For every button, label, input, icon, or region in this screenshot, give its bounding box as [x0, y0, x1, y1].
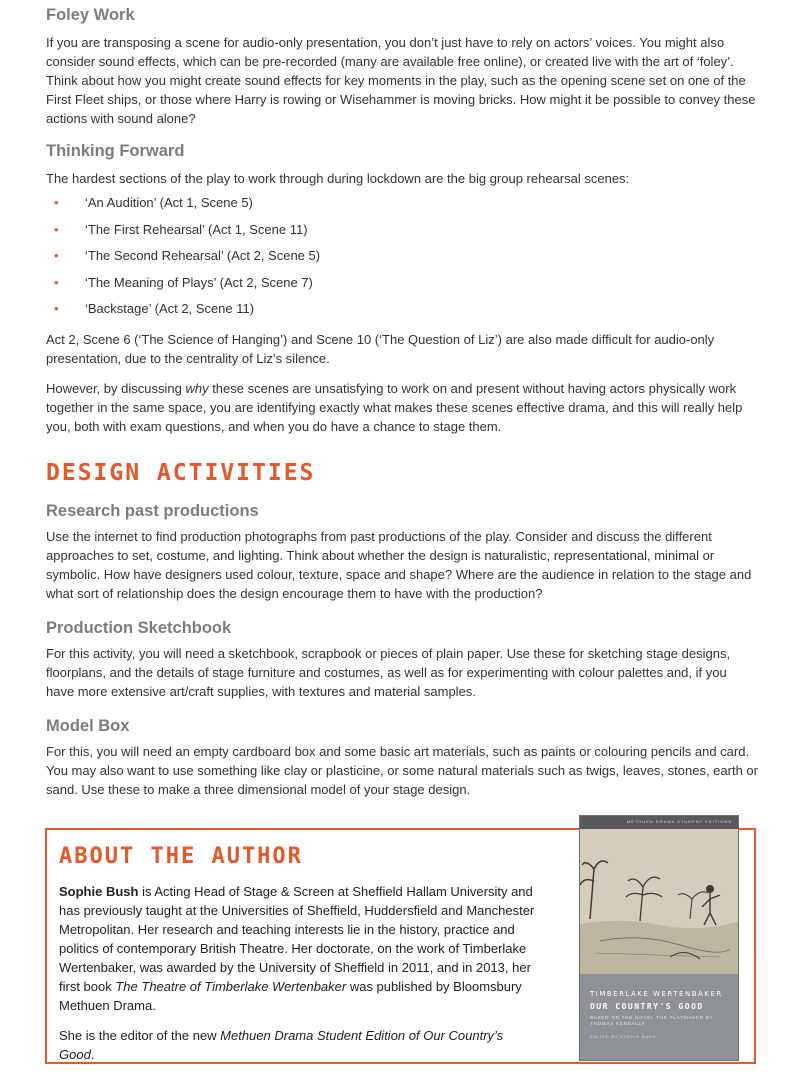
research-heading: Research past productions	[46, 502, 259, 520]
list-item: • ‘The First Rehearsal’ (Act 1, Scene 11)	[54, 220, 320, 247]
emphasis-why: why	[185, 381, 209, 396]
thinking-forward-para-2: However, by discussing why these scenes are unsatisfying to work on and present without having actors physically work together in the same space, you are identifying exactly what makes these scenes effective drama, and this will really help you, both with exam questions, and when you do have a chance to stage them.	[46, 381, 743, 434]
thinking-forward-intro: The hardest sections of the play to work through during lockdown are the big group rehearsal scenes:	[46, 171, 630, 186]
author-bio	[59, 882, 537, 1075]
book-cover-image	[579, 815, 739, 1061]
author-bio-paragraph: Sophie Bush is Acting Head of Stage & Screen at Sheffield Hallam University and has previously taught at the Universities of Sheffield, Huddersfield and Manchester Metropolitan. Her research and teaching interests lie in the history, practice and politics of contemporary British Theatre. Her doctorate, on the work of Timberlake Wertenbaker, was awarded by the University of Sheffield in 2011, and in 2013, her first book The Theatre of Timberlake Wertenbaker was published by Bloomsbury Methuen Drama.	[59, 884, 535, 1013]
sketch-illustration	[580, 829, 739, 974]
list-item: • ‘The Meaning of Plays’ (Act 2, Scene 7)	[54, 273, 320, 300]
author-name: Sophie Bush	[59, 884, 139, 899]
research-body: Use the internet to find production photographs from past productions of the play. Consider and discuss the different approaches to set, costume, and lighting. Think about whether the design is naturalistic, representational, minimal or symbolic. How have designers used colour, texture, space and shape? Where are the audience in relation to the stage and what sort of relationship does the design encourage them to have with the production?	[46, 529, 752, 601]
sketchbook-heading: Production Sketchbook	[46, 619, 232, 637]
cover-series-band	[580, 816, 738, 829]
list-item: • ‘Backstage’ (Act 2, Scene 11)	[54, 299, 320, 326]
foley-heading: Foley Work	[46, 6, 135, 24]
model-box-body: For this, you will need an empty cardboard box and some basic art materials, such as paints or colouring pencils and card. You may also want to use something like clay or plasticine, or some natural materials such as twigs, leaves, stones, earth or sand. Use these to make a three dimensional model of your stage design.	[46, 744, 758, 797]
cover-illustration	[580, 829, 738, 974]
book-title: The Theatre of Timberlake Wertenbaker	[115, 979, 347, 994]
cover-subtitle: BASED ON THE NOVEL THE PLAYMAKER BY THOMAS KENEALLY	[590, 1015, 714, 1026]
edition-title: Methuen Drama Student Edition of Our Country’s Good	[59, 1028, 504, 1062]
about-author-heading: ABOUT THE AUTHOR	[59, 844, 303, 869]
thinking-forward-heading: Thinking Forward	[46, 142, 185, 160]
model-box-heading: Model Box	[46, 717, 130, 735]
author-editor-paragraph: She is the editor of the new Methuen Drama Student Edition of Our Country’s Good.	[59, 1028, 504, 1062]
sketchbook-body: For this activity, you will need a sketchbook, scrapbook or pieces of plain paper. Use these for sketching stage designs, floorplans, and the details of stage furniture and costumes, as well as for experimenting with colour palettes and, if you have more extensive art/craft supplies, with textures and material samples.	[46, 646, 731, 699]
cover-title: OUR COUNTRY'S GOOD	[590, 1002, 704, 1011]
rehearsal-scene-list	[54, 193, 320, 326]
cover-editor: EDITED BY SOPHIE BUSH	[590, 1034, 657, 1039]
list-item: • ‘The Second Rehearsal’ (Act 2, Scene 5)	[54, 246, 320, 273]
thinking-forward-para-1: Act 2, Scene 6 (‘The Science of Hanging’) and Scene 10 (‘The Question of Liz’) are also made difficult for audio-only presentation, due to the centrality of Liz’s silence.	[46, 332, 715, 366]
cover-author: TIMBERLAKE WERTENBAKER	[590, 990, 723, 998]
cover-series: METHUEN DRAMA STUDENT EDITIONS	[626, 819, 732, 824]
foley-body: If you are transposing a scene for audio-only presentation, you don’t just have to rely on actors’ voices. You might also consider sound effects, which can be pre-recorded (many are available free online), or created live with the art of ‘foley’. Think about how you might create sound effects for key moments in the play, such as the opening scene set on one of the First Fleet ships, or those where Harry is rowing or Wisehammer is moving bricks. How might it be possible to convey these actions with sound alone?	[46, 35, 756, 126]
list-item: • ‘An Audition’ (Act 1, Scene 5)	[54, 193, 320, 220]
design-activities-heading: DESIGN ACTIVITIES	[46, 460, 316, 486]
